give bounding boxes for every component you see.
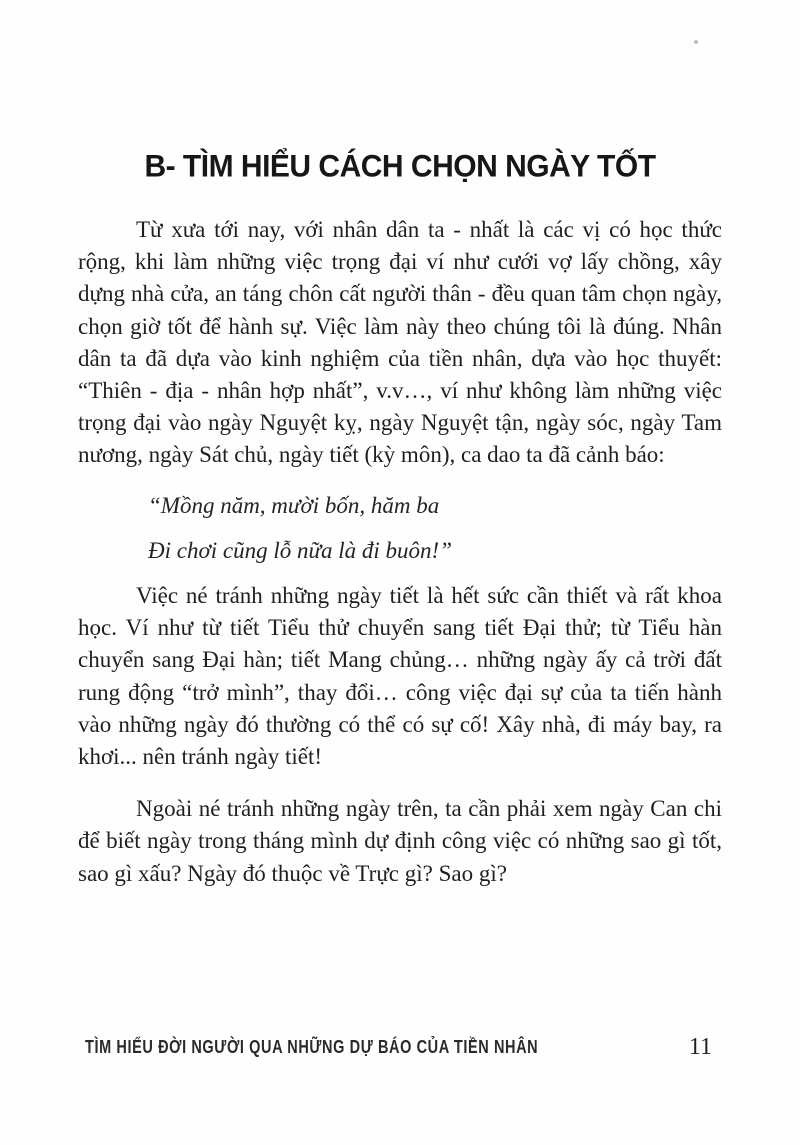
folk-verse-quote	[148, 490, 722, 567]
quote-line-2: Đi chơi cũng lỗ nữa là đi buôn!”	[148, 537, 452, 563]
page-body	[78, 214, 722, 890]
paragraph-can-chi: Ngoài né tránh những ngày trên, ta cần phải xem ngày Can chi để biết ngày trong tháng mình dự định công việc có những sao gì tốt, sao gì xấu? Ngày đó thuộc về Trực gì? Sao gì?	[78, 796, 722, 886]
quote-line-1: “Mồng năm, mười bốn, hăm ba	[148, 492, 440, 518]
chapter-title: B- TÌM HIỂU CÁCH CHỌN NGÀY TỐT	[144, 149, 656, 184]
page-footer	[85, 1034, 712, 1061]
paragraph-tiet-days: Việc né tránh những ngày tiết là hết sức cần thiết và rất khoa học. Ví như từ tiết Tiểu thử chuyển sang tiết Đại thử; từ Tiểu hàn chuyển sang Đại hàn; tiết Mang chủng… những ngày ấy cả trời đất rung động “trở mình”, thay đổi… công việc đại sự của ta tiến hành vào những ngày đó thường có thể có sự cố! Xây nhà, đi máy bay, ra khơi... nên tránh ngày tiết!	[78, 583, 722, 770]
running-title: TÌM HIỂU ĐỜI NGƯỜI QUA NHỮNG DỰ BÁO CỦA TIỀN NHÂN	[85, 1038, 539, 1058]
page-number: 11	[688, 1034, 712, 1060]
scan-artifact-dot	[694, 40, 698, 44]
paragraph-intro: Từ xưa tới nay, với nhân dân ta - nhất là các vị có học thức rộng, khi làm những việc trọng đại ví như cưới vợ lấy chồng, xây dựng nhà cửa, an táng chôn cất người thân - đều quan tâm chọn ngày, chọn giờ tốt để hành sự. Việc làm này theo chúng tôi là đúng. Nhân dân ta đã dựa vào kinh nghiệm của tiền nhân, dựa vào học thuyết: “Thiên - địa - nhân hợp nhất”, v.v…, ví như không làm những việc trọng đại vào ngày Nguyệt kỵ, ngày Nguyệt tận, ngày sóc, ngày Tam nương, ngày Sát chủ, ngày tiết (kỳ môn), ca dao ta đã cảnh báo:	[78, 217, 722, 468]
